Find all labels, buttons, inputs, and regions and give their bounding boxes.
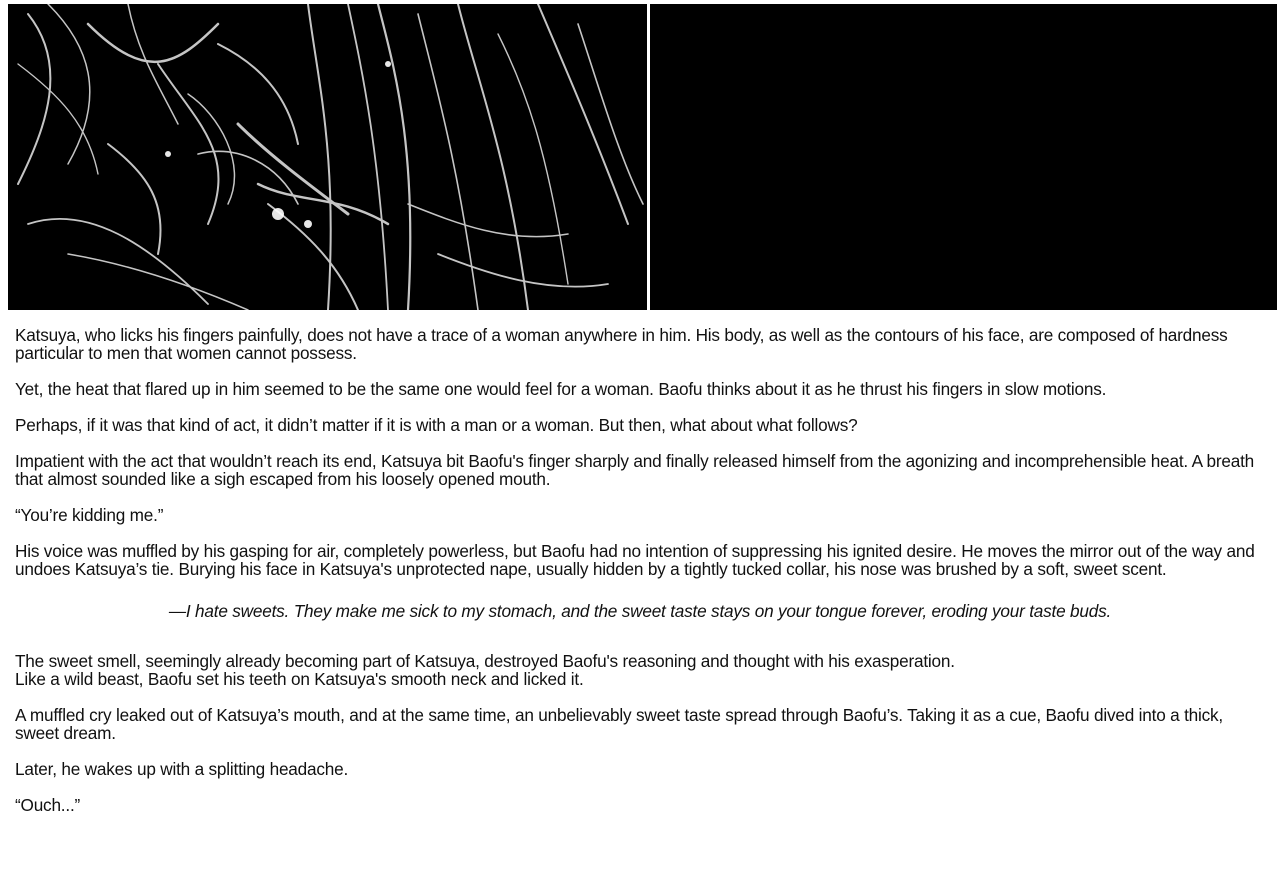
paragraph-8: A muffled cry leaked out of Katsuya’s mouth, and at the same time, an unbelievably sweet taste spread through Baofu’s. Taking it as a cue, Baofu dived into a thick, sweet dream. <box>15 705 1223 743</box>
manga-illustration-hands-face-icon <box>8 4 647 310</box>
italic-quote: —I hate sweets. They make me sick to my stomach, and the sweet taste stays on your tongue forever, eroding your taste buds. <box>168 601 1112 621</box>
paragraph-2: Yet, the heat that flared up in him seemed to be the same one would feel for a woman. Baofu thinks about it as he thrust his fingers in slow motions. <box>15 379 1107 399</box>
paragraph-1: Katsuya, who licks his fingers painfully, does not have a trace of a woman anywhere in him. His body, as well as the contours of his face, are composed of hardness particular to men that women cannot possess. <box>15 325 1228 363</box>
paragraph-7-line-1: The sweet smell, seemingly already becoming part of Katsuya, destroyed Baofu's reasoning and thought with his exasperation. <box>15 651 955 671</box>
paragraph-7-line-2: Like a wild beast, Baofu set his teeth on Katsuya's smooth neck and licked it. <box>15 669 584 689</box>
paragraph-3: Perhaps, if it was that kind of act, it didn’t matter if it is with a man or a woman. But then, what about what follows? <box>15 415 858 435</box>
illustration-panels <box>8 4 1277 310</box>
paragraph-6: His voice was muffled by his gasping for air, completely powerless, but Baofu had no intention of suppressing his ignited desire. He moves the mirror out of the way and undoes Katsuya’s tie. Burying his face in Katsuya's unprotected nape, usually hidden by a tightly tucked collar, his nose was brushed by a soft, sweet scent. <box>15 541 1255 579</box>
paragraph-9: Later, he wakes up with a splitting headache. <box>15 759 349 779</box>
paragraph-4: Impatient with the act that wouldn’t reach its end, Katsuya bit Baofu's finger sharply and finally released himself from the agonizing and incomprehensible heat. A breath that almost sounded like a sigh escaped from his loosely opened mouth. <box>15 451 1255 489</box>
paragraph-5: “You’re kidding me.” <box>15 505 164 525</box>
paragraph-10: “Ouch...” <box>15 795 81 815</box>
story-text <box>15 326 1265 832</box>
paragraph-7 <box>15 652 1265 688</box>
black-panel-icon <box>650 4 1277 310</box>
